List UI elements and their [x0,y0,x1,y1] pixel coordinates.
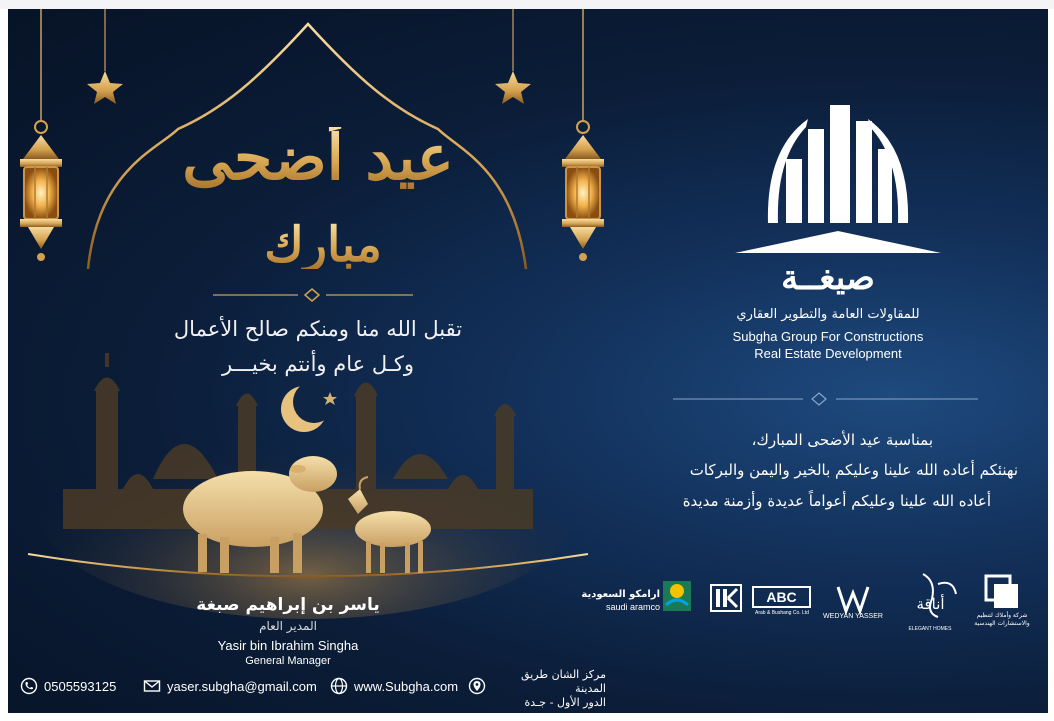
top-border [0,0,1054,9]
signatory-name-en: Yasir bin Ibrahim Singha [217,638,359,653]
aramco-name-ar: ارامكو السعودية [581,589,660,600]
signatory-title-ar: المدير العام [259,619,317,633]
lantern-left-icon [20,9,62,261]
phone-number: 0505593125 [44,678,117,694]
greeting-line2: وكـل عام وأنتم بخيـــر [221,352,415,376]
title-divider [213,289,413,301]
footer-website[interactable] [330,677,458,695]
subgha-logo-icon [735,105,941,253]
elegant-name-en: ELEGANT HOMES [908,626,952,632]
star-right-icon [495,9,531,104]
message-line2: نهنئكم أعاده الله علينا وعليكم بالخير واليمن والبركات [689,461,1018,479]
email-address: yaser.subgha@gmail.com [167,678,317,694]
email-icon [143,677,161,695]
signatory-title-en: General Manager [245,655,331,667]
footer-email[interactable] [143,677,317,695]
ik-logo-icon [711,585,741,611]
eid-greeting-card [8,9,1048,713]
wedyan-logo-icon [838,587,868,611]
website-url: www.Subgha.com [354,678,459,694]
message-divider [673,393,978,405]
brand-subtitle-ar: للمقاولات العامة والتطوير العقاري [736,307,920,322]
eid-title-line1: عيد أضحى [158,127,478,189]
footer-location[interactable] [468,677,486,695]
aramco-name-en: saudi aramco [605,602,660,612]
brand-name-ar: صيغــة [781,258,875,298]
address-line1: مركز الشان طريق المدينة [521,668,606,695]
abc-name: ABC [766,589,797,605]
phone-icon [20,677,38,695]
footer-phone[interactable] [20,677,116,695]
greeting-line1: تقبل الله منا ومنكم صالح الأعمال [173,317,463,341]
lantern-right-icon [562,9,604,261]
globe-icon [330,677,348,695]
address-line2: الدور الأول - جـدة [524,696,606,709]
abc-subtitle: Arab & Bushang Co. Ltd [755,610,809,616]
brand-name-en-line2: Real Estate Development [754,346,902,361]
wedyan-name: WEDYAN YASSER [823,613,883,620]
elegant-name-ar: أناقة [916,595,945,613]
eid-title-line2: مبارك [178,221,468,269]
aramco-logo-icon [663,581,691,611]
signatory-name-ar: ياسر بن إبراهيم صبغة [196,595,380,615]
last-partner-logo-icon [986,576,1018,608]
location-pin-icon [468,677,486,695]
star-left-icon [87,9,123,104]
message-line1: بمناسبة عيد الأضحى المبارك، [751,431,933,449]
footer-address [488,668,606,710]
brand-name-en-line1: Subgha Group For Constructions [732,329,924,344]
message-line3: أعاده الله علينا وعليكم أعواماً عديدة وأزمنة مديدة [682,492,991,510]
last-partner-name-ar: شركة وأملاك لتنظيم والاستشارات الهندسية [974,612,1030,627]
